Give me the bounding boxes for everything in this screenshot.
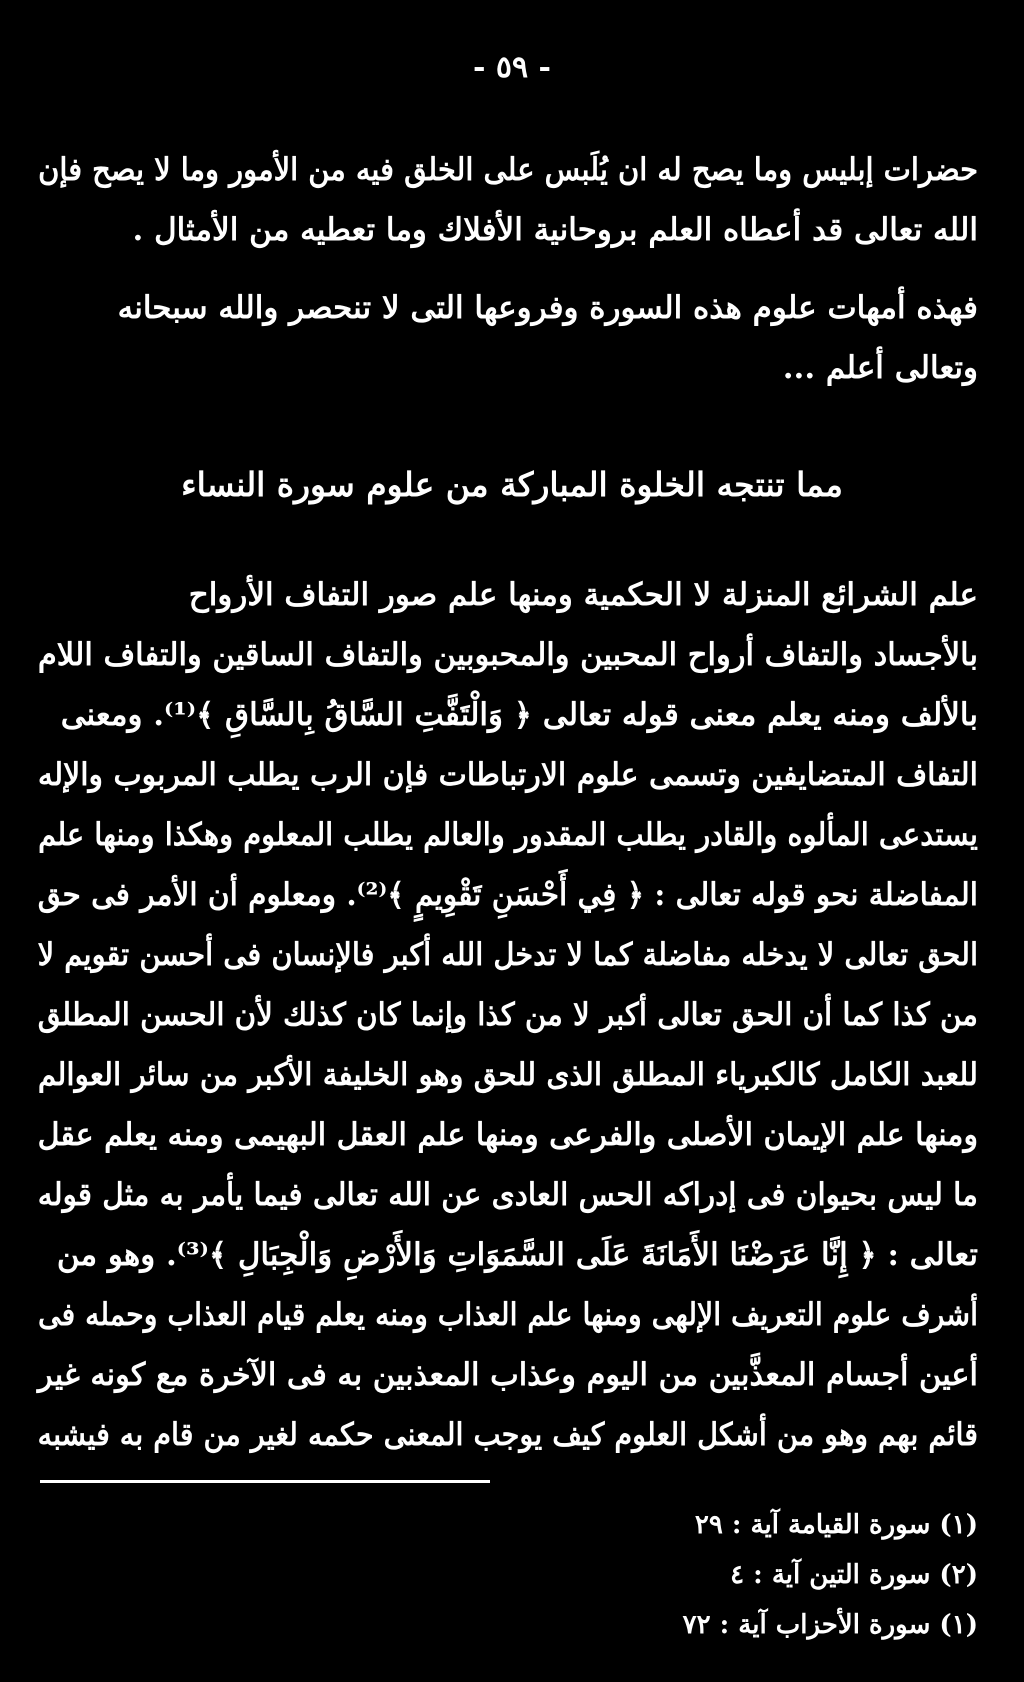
footnote-item: (١) سورة القيامة آية : ٢٩ — [694, 1510, 978, 1540]
section-heading: مما تنتجه الخلوة المباركة من علوم سورة النساء — [181, 465, 843, 504]
text-line: ومنها علم الإيمان الأصلى والفرعى ومنها علم العقل البهيمى ومنه يعلم عقل — [37, 1117, 979, 1153]
text-line: يستدعى المألوه والقادر يطلب المقدور والعالم يطلب المعلوم وهكذا ومنها علم — [38, 817, 979, 853]
text-line: المفاضلة نحو قوله تعالى : ﴿ فِي أَحْسَنِ تَقْوِيمٍ ﴾⁽²⁾. ومعلوم أن الأمر فى حق — [37, 877, 979, 913]
text-line: للعبد الكامل كالكبرياء المطلق الذى للحق وهو الخليفة الأكبر من سائر العوالم — [37, 1057, 978, 1093]
footnote-item: (١) سورة الأحزاب آية : ٧٢ — [682, 1610, 978, 1640]
closing-paragraph — [38, 278, 978, 398]
text-line: الحق تعالى لا يدخله مفاضلة كما لا تدخل الله أكبر فالإنسان فى أحسن تقويم لا — [37, 937, 978, 973]
text-line: التفاف المتضايفين وتسمى علوم الارتباطات فإن الرب يطلب المربوب والإله — [37, 757, 979, 793]
intro-paragraph — [38, 140, 978, 260]
text-line: من كذا كما أن الحق تعالى أكبر لا من كذا وإنما كان كذلك لأن الحسن المطلق — [37, 997, 979, 1033]
footnote-item: (٢) سورة التين آية : ٤ — [730, 1560, 978, 1590]
text-line: أعين أجسام المعذَّبين من اليوم وعذاب المعذبين به فى الآخرة مع كونه غير — [37, 1357, 978, 1393]
page-number: - ٥٩ - — [472, 50, 552, 85]
text-line: فهذه أمهات علوم هذه السورة وفروعها التى لا تنحصر والله سبحانه — [117, 290, 978, 326]
text-line: بالألف ومنه يعلم معنى قوله تعالى ﴿ وَالْتَفَّتِ السَّاقُ بِالسَّاقِ ﴾⁽¹⁾. ومعنى — [60, 697, 978, 733]
footnote-separator — [40, 1480, 490, 1483]
footnotes — [478, 1500, 978, 1650]
text-line: ما ليس بحيوان فى إدراكه الحس العادى عن الله تعالى فيما يأمر به مثل قوله — [37, 1177, 979, 1213]
body-paragraph — [38, 565, 978, 1465]
text-line: الله تعالى قد أعطاه العلم بروحانية الأفلاك وما تعطيه من الأمثال . — [132, 212, 978, 248]
text-line: أشرف علوم التعريف الإلهى ومنها علم العذاب ومنه يعلم قيام العذاب وحمله فى — [37, 1297, 978, 1333]
text-line: تعالى : ﴿ إِنَّا عَرَضْنَا الأَمَانَةَ عَلَى السَّمَوَاتِ وَالأَرْضِ وَالْجِبَالِ ﴾⁽³⁾. وهو من — [56, 1237, 978, 1273]
text-line: وتعالى أعلم ... — [782, 350, 978, 386]
text-line: حضرات إبليس وما يصح له ان يُلَبس على الخلق فيه من الأمور وما لا يصح فإن — [38, 152, 979, 188]
text-line: علم الشرائع المنزلة لا الحكمية ومنها علم صور التفاف الأرواح — [188, 577, 978, 613]
text-line: قائم بهم وهو من أشكل العلوم كيف يوجب المعنى حكمه لغير من قام به فيشبه — [37, 1417, 979, 1453]
text-line: بالأجساد والتفاف أرواح المحبين والمحبوبين والتفاف الساقين والتفاف اللام — [37, 637, 978, 673]
